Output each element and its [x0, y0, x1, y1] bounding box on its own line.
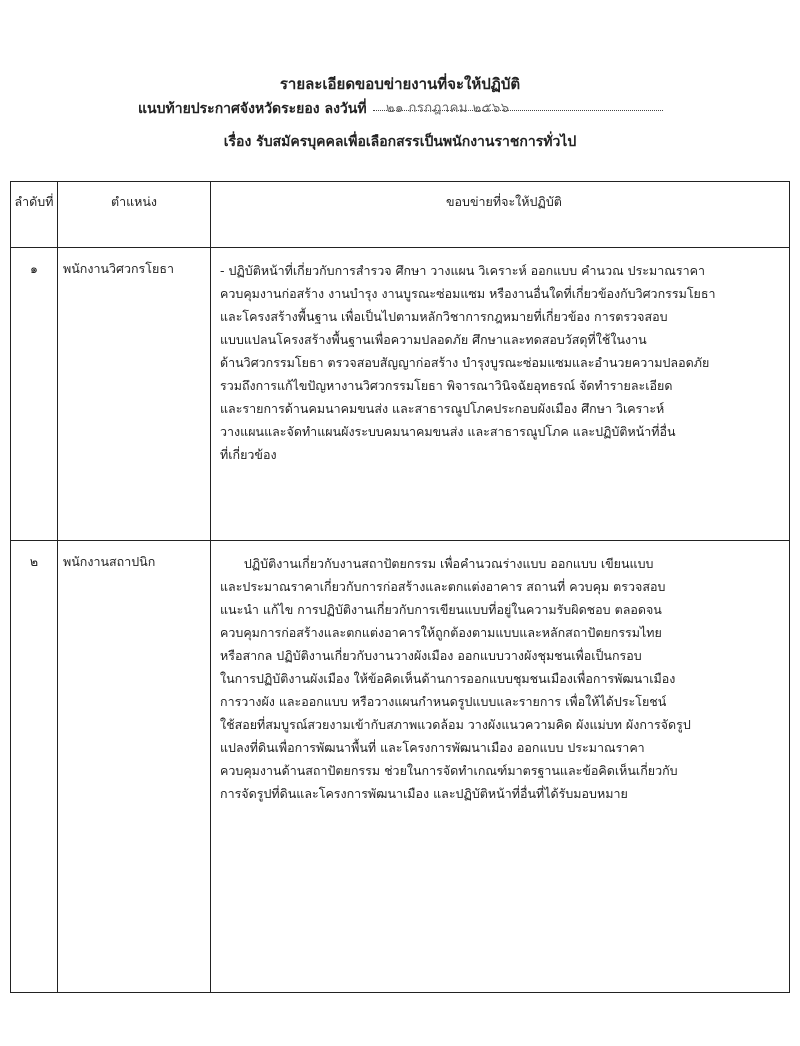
duty-line: หรือสากล ปฏิบัติงานเกี่ยวกับงานวางผังเมือง ออกแบบวางผังชุมชนเพื่อเป็นกรอบ	[220, 648, 642, 663]
document-subject: เรื่อง รับสมัครบุคคลเพื่อเลือกสรรเป็นพนักงานราชการทั่วไป	[223, 134, 577, 150]
duty-line: ควบคุมงานก่อสร้าง งานบำรุง งานบูรณะซ่อมแซม หรืองานอื่นใดที่เกี่ยวข้องกับวิศวกรรมโยธา	[220, 286, 716, 301]
col-no-header: ลำดับที่	[11, 182, 58, 248]
duty-line: ใช้สอยที่สมบูรณ์สวยงามเข้ากับสภาพแวดล้อม วางผังแนวความคิด ผังแม่บท ผังการจัดรูป	[220, 717, 691, 732]
duty-line: ควบคุมการก่อสร้างและตกแต่งอาคารให้ถูกต้องตามแบบและหลักสถาปัตยกรรมไทย	[220, 625, 662, 640]
col-duty-header: ขอบข่ายที่จะให้ปฏิบัติ	[211, 182, 790, 248]
duty-description	[212, 249, 788, 466]
position-name: พนักงานสถาปนิก	[63, 554, 156, 569]
duty-line: และรายการด้านคมนาคมขนส่ง และสาธารณูปโภคประกอบผังเมือง ศึกษา วิเคราะห์	[220, 401, 665, 416]
table-row	[11, 541, 790, 993]
duty-line: วางแผนและจัดทำแผนผังระบบคมนาคมขนส่ง และสาธารณูปโภค และปฏิบัติหน้าที่อื่น	[220, 424, 676, 439]
duty-line: รวมถึงการแก้ไขปัญหางานวิศวกรรมโยธา พิจารณาวินิจฉัยอุทธรณ์ จัดทำรายละเอียด	[220, 378, 673, 393]
duty-line: ปฏิบัติงานเกี่ยวกับงานสถาปัตยกรรม เพื่อคำนวณร่างแบบ ออกแบบ เขียนแบบ	[220, 556, 654, 571]
annex-label: แนบท้ายประกาศจังหวัดระยอง ลงวันที่	[138, 101, 367, 117]
duty-line: แนะนำ แก้ไข การปฏิบัติงานเกี่ยวกับการเขียนแบบที่อยู่ในความรับผิดชอบ ตลอดจน	[220, 602, 662, 617]
duty-line: แบบแปลนโครงสร้างพื้นฐานเพื่อความปลอดภัย ศึกษาและทดสอบวัสดุที่ใช้ในงาน	[220, 332, 647, 347]
duty-line: แปลงที่ดินเพื่อการพัฒนาพื้นที่ และโครงการพัฒนาเมือง ออกแบบ ประมาณราคา	[220, 740, 645, 755]
duty-line: ด้านวิศวกรรมโยธา ตรวจสอบสัญญาก่อสร้าง บำรุงบูรณะซ่อมแซมและอำนวยความปลอดภัย	[220, 355, 710, 370]
table-header-row	[11, 182, 790, 248]
position-name: พนักงานวิศวกรโยธา	[63, 261, 174, 276]
document-title: รายละเอียดขอบข่ายงานที่จะให้ปฏิบัติ	[279, 75, 521, 93]
duty-line: ในการปฏิบัติงานผังเมือง ให้ข้อคิดเห็นด้านการออกแบบชุมชนเมืองเพื่อการพัฒนาเมือง	[220, 671, 676, 686]
duty-line: - ปฏิบัติหน้าที่เกี่ยวกับการสำรวจ ศึกษา วางแผน วิเคราะห์ ออกแบบ คำนวณ ประมาณราคา	[220, 263, 705, 278]
row-number: ๒	[29, 554, 39, 569]
duty-line: การวางผัง และออกแบบ หรือวางแผนกำหนดรูปแบบและรายการ เพื่อให้ได้ประโยชน์	[220, 694, 667, 709]
annex-date: ๒๑ กรกฎาคม ๒๕๖๖	[386, 101, 510, 116]
duty-line: และประมาณราคาเกี่ยวกับการก่อสร้างและตกแต่งอาคาร สถานที่ ควบคุม ตรวจสอบ	[220, 579, 666, 594]
duty-table	[10, 181, 790, 993]
duty-line: ที่เกี่ยวข้อง	[220, 447, 277, 462]
duty-line: และโครงสร้างพื้นฐาน เพื่อเป็นไปตามหลักวิชาการกฎหมายที่เกี่ยวข้อง การตรวจสอบ	[220, 309, 668, 324]
duty-line: ควบคุมงานด้านสถาปัตยกรรม ช่วยในการจัดทำเกณฑ์มาตรฐานและข้อคิดเห็นเกี่ยวกับ	[220, 763, 678, 778]
table-row	[11, 248, 790, 541]
duty-description	[212, 542, 788, 805]
duty-line: การจัดรูปที่ดินและโครงการพัฒนาเมือง และปฏิบัติหน้าที่อื่นที่ได้รับมอบหมาย	[220, 786, 628, 801]
row-number: ๑	[30, 261, 38, 276]
col-position-header: ตำแหน่ง	[58, 182, 211, 248]
